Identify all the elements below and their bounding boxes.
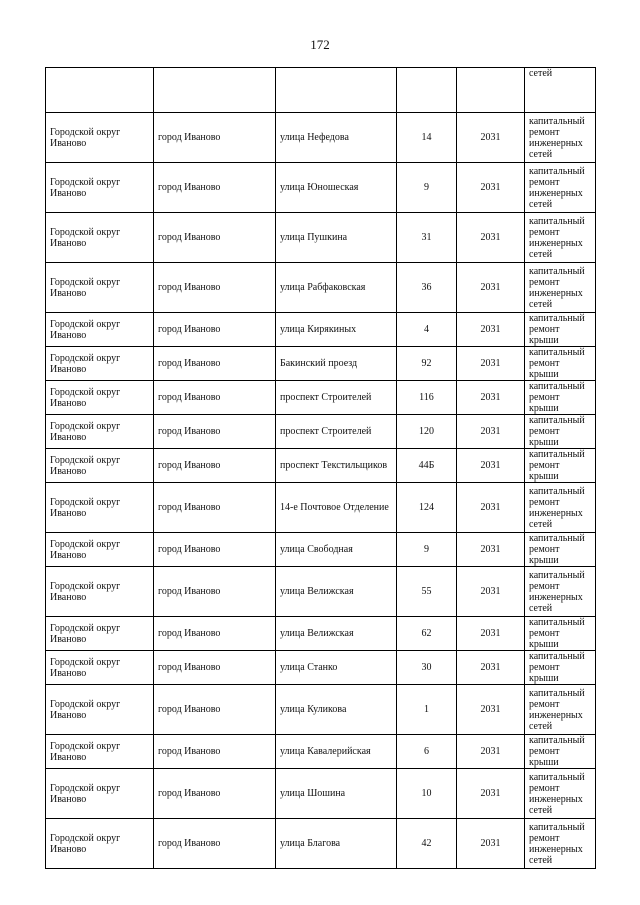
table-row [46,483,596,533]
district-cell: Городской округ Иваново [46,651,154,685]
year-cell: 2031 [457,449,525,483]
street-cell: проспект Текстильщиков [276,449,397,483]
street-cell: улица Куликова [276,685,397,735]
district-cell: Городской округ Иваново [46,163,154,213]
house-cell: 120 [397,415,457,449]
work-type-cell: капитальный ремонт крыши [525,617,596,651]
district-cell: Городской округ Иваново [46,347,154,381]
year-cell: 2031 [457,819,525,869]
table-row [46,819,596,869]
year-cell: 2031 [457,651,525,685]
street-cell: улица Нефедова [276,113,397,163]
district-cell: Городской округ Иваново [46,213,154,263]
year-cell: 2031 [457,347,525,381]
street-cell: улица Рабфаковская [276,263,397,313]
year-cell: 2031 [457,483,525,533]
page-number: 172 [310,37,330,52]
street-cell: улица Кирякиных [276,313,397,347]
street-cell: проспект Строителей [276,381,397,415]
district-cell: Городской округ Иваново [46,567,154,617]
work-type-cell: капитальный ремонт крыши [525,381,596,415]
city-cell: город Иваново [154,819,276,869]
house-cell: 92 [397,347,457,381]
table-row [46,163,596,213]
district-cell: Городской округ Иваново [46,263,154,313]
work-type-cell: капитальный ремонт крыши [525,651,596,685]
district-cell: Городской округ Иваново [46,819,154,869]
year-cell: 2031 [457,263,525,313]
house-cell: 1 [397,685,457,735]
year-cell: 2031 [457,769,525,819]
year-cell [457,68,525,113]
work-type-cell: капитальный ремонт инженерных сетей [525,483,596,533]
work-type-cell: капитальный ремонт инженерных сетей [525,567,596,617]
year-cell: 2031 [457,617,525,651]
city-cell: город Иваново [154,735,276,769]
street-cell: улица Свободная [276,533,397,567]
house-cell: 44Б [397,449,457,483]
city-cell: город Иваново [154,483,276,533]
house-cell [397,68,457,113]
work-type-cell: капитальный ремонт инженерных сетей [525,685,596,735]
house-cell: 36 [397,263,457,313]
city-cell: город Иваново [154,313,276,347]
table-row [46,347,596,381]
street-cell [276,68,397,113]
street-cell: 14-е Почтовое Отделение [276,483,397,533]
house-cell: 31 [397,213,457,263]
city-cell: город Иваново [154,347,276,381]
house-cell: 116 [397,381,457,415]
table-row [46,113,596,163]
house-cell: 62 [397,617,457,651]
table-row [46,449,596,483]
street-cell: улица Велижская [276,617,397,651]
table-row [46,567,596,617]
work-type-cell: капитальный ремонт крыши [525,313,596,347]
repair-schedule-table [45,67,596,869]
city-cell: город Иваново [154,113,276,163]
work-type-cell: капитальный ремонт крыши [525,347,596,381]
district-cell: Городской округ Иваново [46,313,154,347]
district-cell: Городской округ Иваново [46,735,154,769]
city-cell: город Иваново [154,163,276,213]
district-cell [46,68,154,113]
district-cell: Городской округ Иваново [46,769,154,819]
table-body [46,68,596,869]
year-cell: 2031 [457,415,525,449]
work-type-cell: капитальный ремонт инженерных сетей [525,163,596,213]
district-cell: Городской округ Иваново [46,617,154,651]
city-cell: город Иваново [154,381,276,415]
house-cell: 55 [397,567,457,617]
street-cell: улица Благова [276,819,397,869]
year-cell: 2031 [457,735,525,769]
district-cell: Городской округ Иваново [46,113,154,163]
district-cell: Городской округ Иваново [46,415,154,449]
street-cell: улица Юношеская [276,163,397,213]
work-type-cell: капитальный ремонт инженерных сетей [525,819,596,869]
year-cell: 2031 [457,163,525,213]
work-type-cell: капитальный ремонт крыши [525,533,596,567]
table-row [46,769,596,819]
street-cell: Бакинский проезд [276,347,397,381]
city-cell: город Иваново [154,449,276,483]
street-cell: улица Шошина [276,769,397,819]
table-row [46,685,596,735]
continuation-row [46,68,596,113]
year-cell: 2031 [457,213,525,263]
district-cell: Городской округ Иваново [46,449,154,483]
house-cell: 124 [397,483,457,533]
house-cell: 42 [397,819,457,869]
house-cell: 9 [397,163,457,213]
district-cell: Городской округ Иваново [46,685,154,735]
street-cell: улица Велижская [276,567,397,617]
city-cell: город Иваново [154,567,276,617]
house-cell: 10 [397,769,457,819]
work-type-cell: капитальный ремонт инженерных сетей [525,263,596,313]
city-cell: город Иваново [154,651,276,685]
city-cell: город Иваново [154,533,276,567]
city-cell: город Иваново [154,617,276,651]
year-cell: 2031 [457,685,525,735]
work-type-cell: капитальный ремонт крыши [525,415,596,449]
city-cell [154,68,276,113]
house-cell: 30 [397,651,457,685]
city-cell: город Иваново [154,213,276,263]
table-row [46,263,596,313]
city-cell: город Иваново [154,685,276,735]
table-row [46,415,596,449]
year-cell: 2031 [457,567,525,617]
district-cell: Городской округ Иваново [46,533,154,567]
district-cell: Городской округ Иваново [46,483,154,533]
street-cell: проспект Строителей [276,415,397,449]
year-cell: 2031 [457,533,525,567]
street-cell: улица Станко [276,651,397,685]
table-row [46,533,596,567]
table-row [46,381,596,415]
house-cell: 14 [397,113,457,163]
work-type-cell: капитальный ремонт крыши [525,449,596,483]
house-cell: 6 [397,735,457,769]
work-type-cell: капитальный ремонт инженерных сетей [525,769,596,819]
table-row [46,735,596,769]
year-cell: 2031 [457,313,525,347]
table-row [46,313,596,347]
year-cell: 2031 [457,113,525,163]
house-cell: 4 [397,313,457,347]
work-type-cell: капитальный ремонт инженерных сетей [525,113,596,163]
work-type-cell: капитальный ремонт крыши [525,735,596,769]
street-cell: улица Кавалерийская [276,735,397,769]
year-cell: 2031 [457,381,525,415]
city-cell: город Иваново [154,769,276,819]
street-cell: улица Пушкина [276,213,397,263]
city-cell: город Иваново [154,263,276,313]
table-row [46,213,596,263]
table-row [46,617,596,651]
city-cell: город Иваново [154,415,276,449]
work-type-cell: сетей [525,68,596,113]
work-type-cell: капитальный ремонт инженерных сетей [525,213,596,263]
district-cell: Городской округ Иваново [46,381,154,415]
table-row [46,651,596,685]
house-cell: 9 [397,533,457,567]
